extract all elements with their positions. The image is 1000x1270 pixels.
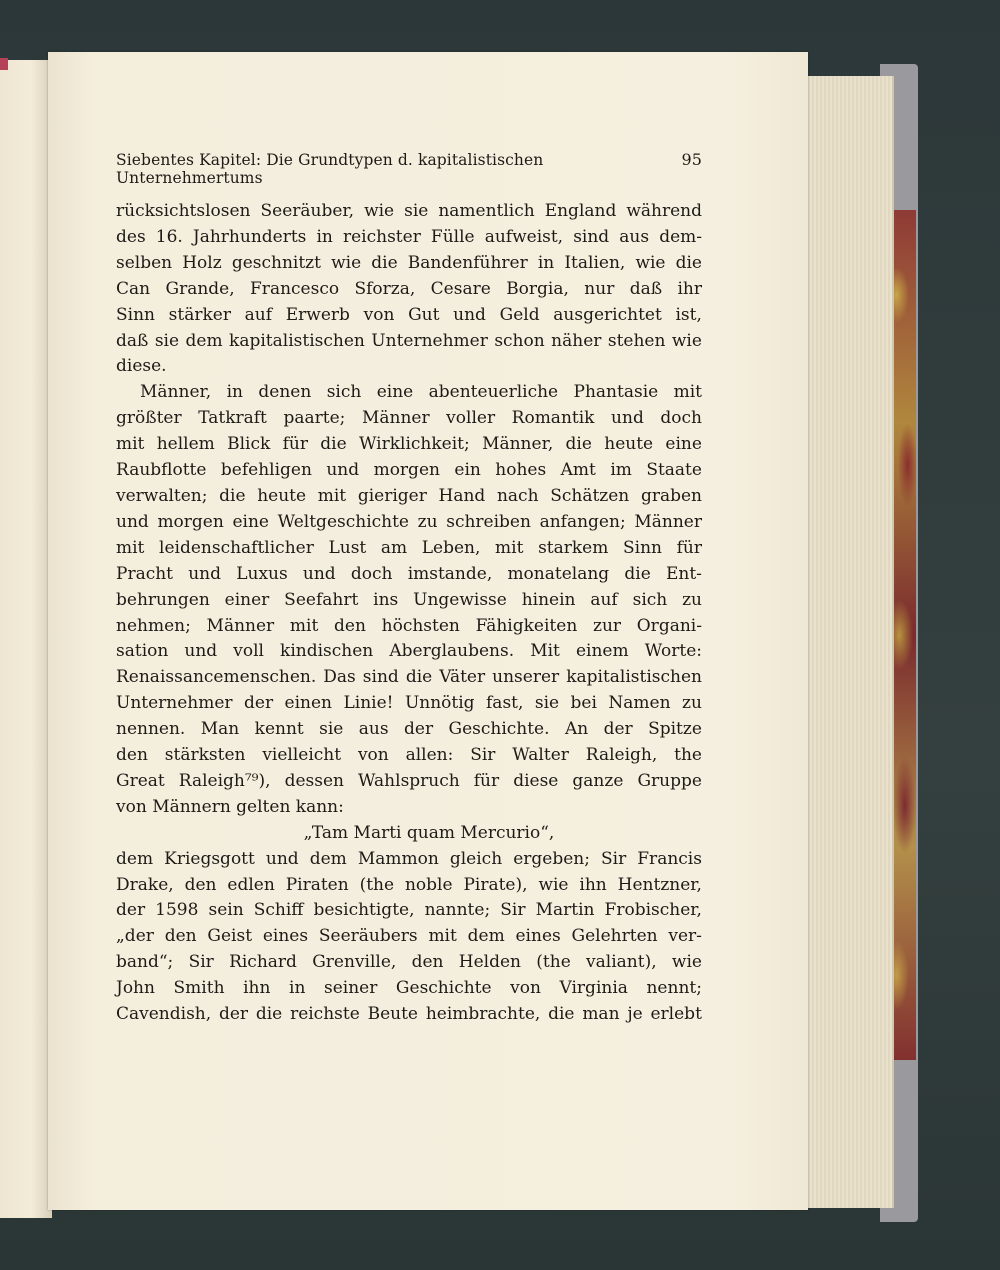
running-header-title: Siebentes Kapitel: Die Grundtypen d. kapitalistischen Unternehmertums bbox=[116, 151, 544, 187]
text-line: Renaissancemenschen. Das sind die Väter unserer kapitalistischen bbox=[116, 667, 702, 688]
text-line: dem Kriegsgott und dem Mammon gleich ergeben; Sir Francis bbox=[116, 848, 702, 869]
text-line: „Tam Marti quam Mercurio“, bbox=[303, 822, 555, 843]
text-line: Drake, den edlen Piraten (the noble Pirate), wie ihn Hentzner, bbox=[116, 874, 702, 895]
body-text bbox=[116, 199, 702, 1028]
text-line: der 1598 sein Schiff besichtigte, nannte; Sir Martin Frobischer, bbox=[116, 900, 702, 921]
page-text bbox=[116, 150, 702, 1028]
page-block-edge bbox=[806, 76, 894, 1208]
text-line: mit hellem Blick für die Wirklichkeit; Männer, die heute eine bbox=[116, 434, 702, 455]
text-line: Männer, in denen sich eine abenteuerliche Phantasie mit bbox=[140, 382, 702, 403]
text-line: behrungen einer Seefahrt ins Ungewisse hinein auf sich zu bbox=[116, 589, 702, 610]
text-line: und morgen eine Weltgeschichte zu schreiben anfangen; Männer bbox=[116, 511, 702, 532]
text-line: größter Tatkraft paarte; Männer voller Romantik und doch bbox=[116, 408, 702, 429]
text-line: nehmen; Männer mit den höchsten Fähigkeiten zur Organi- bbox=[116, 615, 702, 636]
text-line: den stärksten vielleicht von allen: Sir Walter Raleigh, the bbox=[116, 745, 702, 766]
text-line: Raubflotte befehligen und morgen ein hohes Amt im Staate bbox=[116, 460, 702, 481]
text-line: „der den Geist eines Seeräubers mit dem eines Gelehrten ver- bbox=[116, 926, 702, 947]
text-line: Unternehmer der einen Linie! Unnötig fast, sie bei Namen zu bbox=[116, 693, 702, 714]
text-line: des 16. Jahrhunderts in reichster Fülle aufweist, sind aus dem- bbox=[116, 226, 702, 247]
text-line: mit leidenschaftlicher Lust am Leben, mit starkem Sinn für bbox=[116, 537, 702, 558]
running-header bbox=[116, 150, 702, 187]
text-line: von Männern gelten kann: bbox=[116, 796, 344, 817]
left-page bbox=[0, 60, 52, 1218]
text-line: Sinn stärker auf Erwerb von Gut und Geld ausgerichtet ist, bbox=[116, 304, 702, 325]
text-line: nennen. Man kennt sie aus der Geschichte. An der Spitze bbox=[116, 719, 702, 740]
text-line: daß sie dem kapitalistischen Unternehmer schon näher stehen wie bbox=[116, 330, 702, 351]
text-line: John Smith ihn in seiner Geschichte von Virginia nennt; bbox=[116, 978, 702, 999]
text-line: selben Holz geschnitzt wie die Bandenführer in Italien, wie die bbox=[116, 252, 702, 273]
text-line: verwalten; die heute mit gieriger Hand nach Schätzen graben bbox=[116, 485, 702, 506]
book-page bbox=[48, 52, 808, 1210]
page-number: 95 bbox=[681, 150, 702, 169]
text-line: band“; Sir Richard Grenville, den Helden (the valiant), wie bbox=[116, 952, 702, 973]
text-line: Cavendish, der die reichste Beute heimbrachte, die man je erlebt bbox=[116, 1004, 702, 1025]
text-line: Great Raleigh⁷⁹), dessen Wahlspruch für diese ganze Gruppe bbox=[116, 770, 702, 791]
text-line: diese. bbox=[116, 356, 167, 377]
text-line: Can Grande, Francesco Sforza, Cesare Borgia, nur daß ihr bbox=[116, 278, 702, 299]
text-line: Pracht und Luxus und doch imstande, monatelang die Ent- bbox=[116, 563, 702, 584]
text-line: sation und voll kindischen Aberglaubens. Mit einem Worte: bbox=[116, 641, 702, 662]
text-line: rücksichtslosen Seeräuber, wie sie namentlich England während bbox=[116, 201, 702, 221]
bookmark-ribbon bbox=[0, 58, 8, 70]
